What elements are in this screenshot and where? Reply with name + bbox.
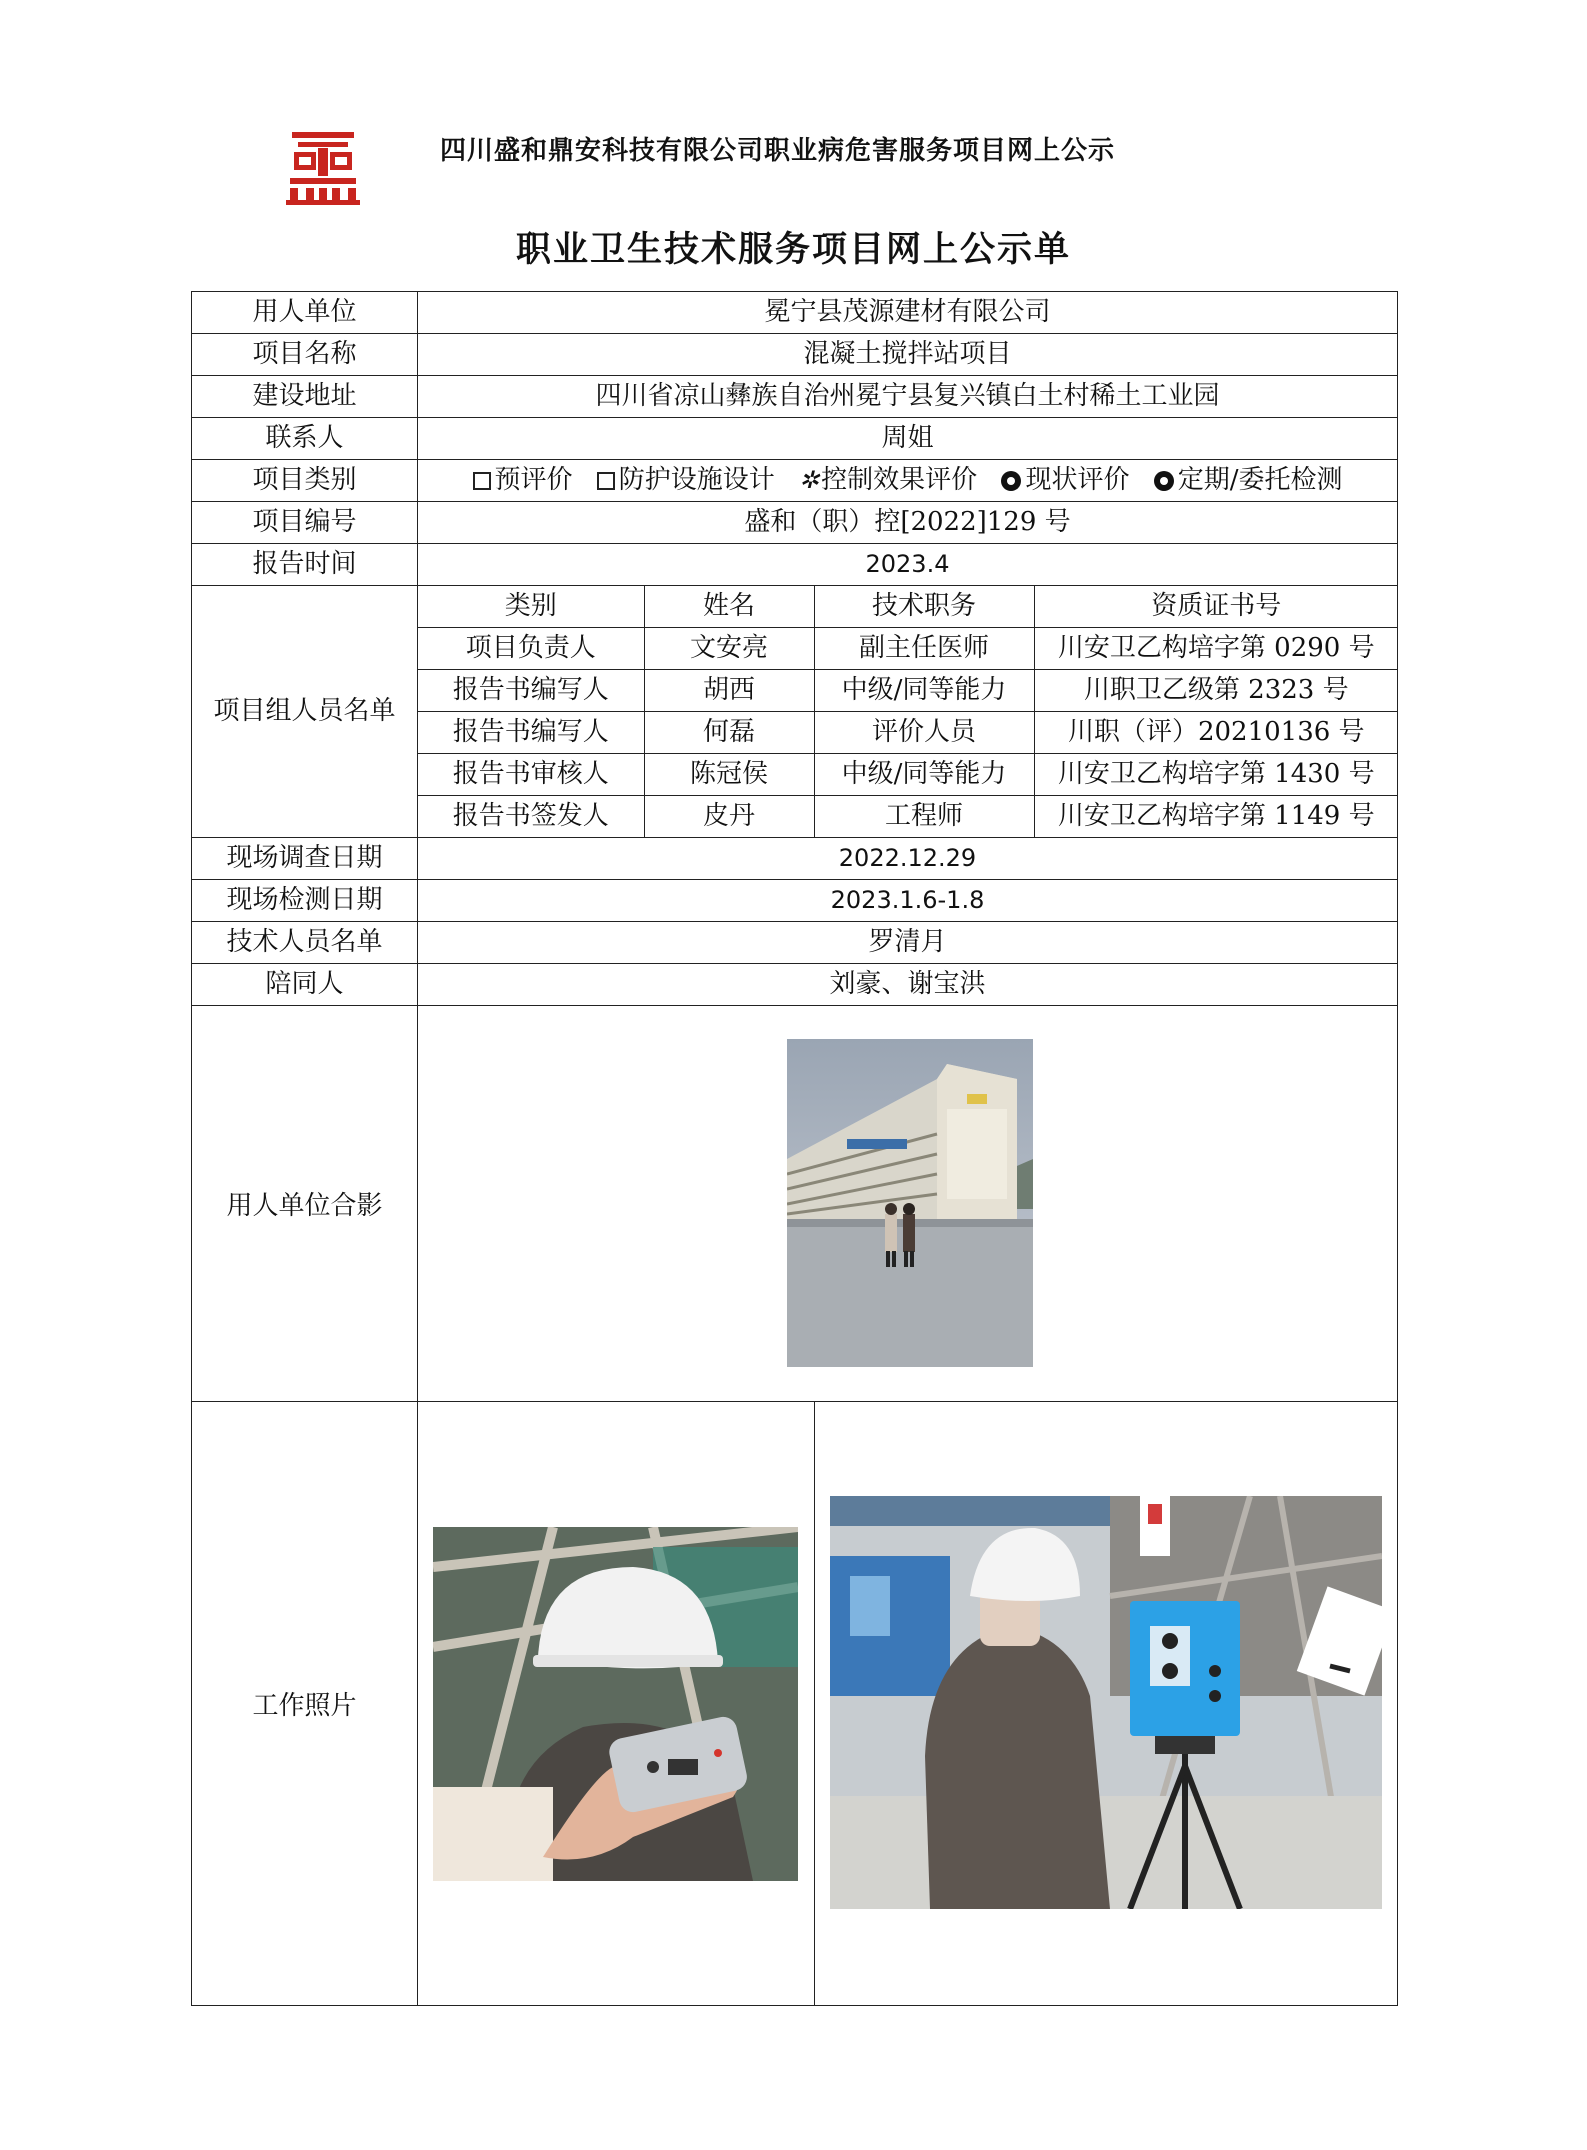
team-title: 中级/同等能力	[814, 754, 1034, 796]
option-pre-evaluation: 预评价	[473, 465, 573, 495]
label-contact: 联系人	[192, 418, 418, 460]
group-photo	[787, 1039, 1033, 1367]
work-photos-grid	[418, 1402, 1398, 2005]
label-escort: 陪同人	[192, 964, 418, 1006]
team-cert: 川安卫乙构培字第 1430 号	[1034, 754, 1398, 796]
team-header-name: 姓名	[644, 586, 814, 628]
value-report-time: 2023.4	[418, 544, 1398, 586]
label-group-photo: 用人单位合影	[192, 1006, 418, 1402]
option-periodic-testing: 定期/委托检测	[1154, 465, 1343, 495]
option-control-effect: ✲控制效果评价	[799, 465, 978, 495]
team-title: 副主任医师	[814, 628, 1034, 670]
value-project-number: 盛和（职）控[2022]129 号	[418, 502, 1398, 544]
team-row	[418, 712, 1398, 754]
value-survey-date: 2022.12.29	[418, 838, 1398, 880]
disclosure-table	[191, 291, 1398, 2006]
label-team: 项目组人员名单	[192, 586, 418, 838]
team-name: 胡西	[644, 670, 814, 712]
team-header-row	[418, 586, 1398, 628]
work-photo-left-cell	[418, 1402, 814, 2005]
team-cert: 川职卫乙级第 2323 号	[1034, 670, 1398, 712]
team-name: 皮丹	[644, 796, 814, 838]
unchecked-box-icon	[597, 472, 615, 490]
label-project-name: 项目名称	[192, 334, 418, 376]
team-category: 报告书编写人	[418, 712, 644, 754]
row-contact	[192, 418, 1398, 460]
value-contact: 周姐	[418, 418, 1398, 460]
team-header-category: 类别	[418, 586, 644, 628]
team-table	[418, 586, 1398, 837]
value-employer: 冕宁县茂源建材有限公司	[418, 292, 1398, 334]
gear-mark-icon: ✲	[799, 466, 820, 494]
team-row	[418, 670, 1398, 712]
company-heading: 四川盛和鼎安科技有限公司职业病危害服务项目网上公示	[440, 136, 1116, 166]
group-photo-cell	[418, 1006, 1398, 1402]
team-title: 中级/同等能力	[814, 670, 1034, 712]
team-header-cert: 资质证书号	[1034, 586, 1398, 628]
work-photo-right-cell	[814, 1402, 1398, 2005]
team-name: 何磊	[644, 712, 814, 754]
team-row	[418, 754, 1398, 796]
logo-seal-icon	[284, 128, 362, 206]
unchecked-box-icon	[473, 472, 491, 490]
value-project-name: 混凝土搅拌站项目	[418, 334, 1398, 376]
selected-radio-icon	[1154, 471, 1174, 491]
work-photo-noise-meter	[433, 1527, 798, 1881]
team-category: 报告书编写人	[418, 670, 644, 712]
team-header-title: 技术职务	[814, 586, 1034, 628]
team-row	[418, 796, 1398, 838]
row-test-date	[192, 880, 1398, 922]
team-cert: 川安卫乙构培字第 0290 号	[1034, 628, 1398, 670]
label-employer: 用人单位	[192, 292, 418, 334]
team-table-cell	[418, 586, 1398, 838]
row-address	[192, 376, 1398, 418]
team-title: 评价人员	[814, 712, 1034, 754]
row-survey-date	[192, 838, 1398, 880]
value-escort: 刘豪、谢宝洪	[418, 964, 1398, 1006]
work-photo-dust-sampler	[830, 1496, 1382, 1909]
team-cert: 川安卫乙构培字第 1149 号	[1034, 796, 1398, 838]
label-test-date: 现场检测日期	[192, 880, 418, 922]
label-report-time: 报告时间	[192, 544, 418, 586]
row-team	[192, 586, 1398, 838]
row-work-photos	[192, 1402, 1398, 2006]
row-technicians	[192, 922, 1398, 964]
value-test-date: 2023.1.6-1.8	[418, 880, 1398, 922]
team-name: 文安亮	[644, 628, 814, 670]
company-logo	[284, 128, 362, 206]
row-project-name	[192, 334, 1398, 376]
value-address: 四川省凉山彝族自治州冕宁县复兴镇白土村稀土工业园	[418, 376, 1398, 418]
label-project-type: 项目类别	[192, 460, 418, 502]
label-address: 建设地址	[192, 376, 418, 418]
row-escort	[192, 964, 1398, 1006]
team-title: 工程师	[814, 796, 1034, 838]
form-title: 职业卫生技术服务项目网上公示单	[515, 229, 1071, 270]
team-category: 报告书签发人	[452, 801, 609, 831]
value-technicians: 罗清月	[418, 922, 1398, 964]
team-category: 报告书审核人	[418, 754, 644, 796]
row-project-type	[192, 460, 1398, 502]
team-name: 陈冠侯	[644, 754, 814, 796]
selected-radio-icon	[1001, 471, 1021, 491]
row-project-number	[192, 502, 1398, 544]
project-type-options	[418, 460, 1398, 502]
row-report-time	[192, 544, 1398, 586]
label-survey-date: 现场调查日期	[192, 838, 418, 880]
option-current-status: 现状评价	[1001, 465, 1129, 495]
label-project-number: 项目编号	[192, 502, 418, 544]
team-category: 项目负责人	[418, 628, 644, 670]
work-photos-cell	[418, 1402, 1398, 2006]
row-employer	[192, 292, 1398, 334]
team-cert: 川职（评）20210136 号	[1034, 712, 1398, 754]
row-group-photo	[192, 1006, 1398, 1402]
label-technicians: 技术人员名单	[192, 922, 418, 964]
team-row	[418, 628, 1398, 670]
option-protection-design: 防护设施设计	[597, 465, 775, 495]
label-work-photos: 工作照片	[192, 1402, 418, 2006]
